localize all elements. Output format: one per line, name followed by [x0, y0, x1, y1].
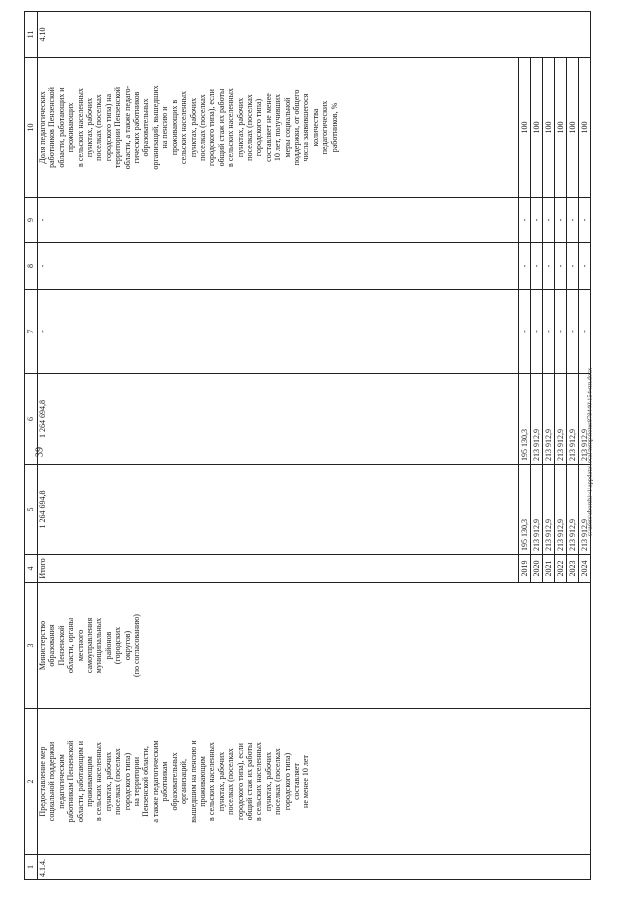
- year-col5: 213 912,9: [567, 465, 579, 555]
- year-col8: -: [543, 243, 555, 290]
- year-col8: -: [519, 243, 531, 290]
- year-col10: 100: [543, 58, 555, 198]
- year-col10: 100: [519, 58, 531, 198]
- column-number: 7: [25, 290, 38, 374]
- year-col10: 100: [555, 58, 567, 198]
- program-table-rotated: [24, 12, 587, 880]
- total-col5: 1 264 694,8: [38, 465, 519, 555]
- year-col9: -: [531, 198, 543, 243]
- link-cell: 4.10: [38, 12, 591, 58]
- year-col8: -: [531, 243, 543, 290]
- year-col7: -: [519, 290, 531, 374]
- page-number: 39: [34, 447, 46, 457]
- year-col5: 213 912,9: [555, 465, 567, 555]
- year-col9: -: [555, 198, 567, 243]
- column-number: 8: [25, 243, 38, 290]
- year-col5: 195 130,3: [519, 465, 531, 555]
- column-number: 2: [25, 709, 38, 855]
- year-col7: -: [531, 290, 543, 374]
- document-path: c:\users\sborshi~1\appdata\local\temp\notes879440\154-пп.docx: [586, 367, 594, 537]
- year-col8: -: [567, 243, 579, 290]
- indicator-cell: Доля педагогических работников Пензенской области, работающих и проживающих в сельских населенных пунктах, рабочих поселках (поселках городского типа) на территории Пензенской области, а также педаго- гических работников образовательных организаций, вышедших на пенсию и проживающих в сельских населенных пунктах, рабочих поселках (поселках городского типа), если общий стаж их работы в сельских населенных пунктах, рабочих поселках (поселках городского типа) составляет не менее 10 лет, получивших меры социальной поддержки, от общего числа заявившегося количества педагогических работников, %: [38, 58, 519, 198]
- year-col7: -: [567, 290, 579, 374]
- year-label: 2019: [519, 555, 531, 583]
- year-label: 2020: [531, 555, 543, 583]
- year-col5: 213 912,9: [531, 465, 543, 555]
- year-col6: 213 912,9: [555, 374, 567, 465]
- year-col7: -: [555, 290, 567, 374]
- year-col6: 195 130,3: [519, 374, 531, 465]
- total-label: Итого: [38, 555, 519, 583]
- year-col7: -: [579, 290, 591, 374]
- column-number: 3: [25, 583, 38, 709]
- year-col6: 213 912,9: [579, 374, 591, 465]
- column-number-row: [25, 12, 38, 880]
- year-label: 2024: [579, 555, 591, 583]
- year-col9: -: [567, 198, 579, 243]
- column-number: 10: [25, 58, 38, 198]
- year-col9: -: [543, 198, 555, 243]
- column-number: 1: [25, 855, 38, 880]
- year-label: 2022: [555, 555, 567, 583]
- year-col6: 213 912,9: [543, 374, 555, 465]
- year-col5: 213 912,9: [543, 465, 555, 555]
- year-col9: -: [519, 198, 531, 243]
- year-col8: -: [579, 243, 591, 290]
- year-col10: 100: [531, 58, 543, 198]
- total-col7: -: [38, 290, 519, 374]
- year-col6: 213 912,9: [567, 374, 579, 465]
- total-col9: -: [38, 198, 519, 243]
- column-number: 9: [25, 198, 38, 243]
- executor-cell: Министерство образования Пензенской области, органы местного самоуправления муниципальных районов (городских округов) (по согласованию): [38, 583, 591, 709]
- program-table: [24, 11, 591, 880]
- program-table-frame: [24, 12, 587, 880]
- year-col6: 213 912,9: [531, 374, 543, 465]
- column-number: 11: [25, 12, 38, 58]
- column-number: 5: [25, 465, 38, 555]
- year-col10: 100: [567, 58, 579, 198]
- year-label: 2021: [543, 555, 555, 583]
- year-col10: 100: [579, 58, 591, 198]
- measure-description: Предоставление мер социальной поддержки педагогическим работникам Пензенской области, работающим и проживающим в сельских населенных пунктах, рабочих поселках (поселках городского типа) на территории Пензенской области, а также педагогическим работникам образовательных организаций, вышедшим на пенсию и проживающим в сельских населенных пунктах, рабочих поселках (поселках городского типа), если общий стаж их работы в сельских населенных пунктах, рабочих поселках (поселках городского типа) составляет не менее 10 лет: [38, 709, 591, 855]
- year-col5: 213 912,9: [579, 465, 591, 555]
- year-col8: -: [555, 243, 567, 290]
- measure-number: 4.1.4.: [38, 855, 591, 880]
- total-col6: 1 264 694,8: [38, 374, 519, 465]
- year-col9: -: [579, 198, 591, 243]
- column-number: 4: [25, 555, 38, 583]
- measure-row: [38, 12, 519, 880]
- year-label: 2023: [567, 555, 579, 583]
- column-number: 6: [25, 374, 38, 465]
- year-col7: -: [543, 290, 555, 374]
- total-col8: -: [38, 243, 519, 290]
